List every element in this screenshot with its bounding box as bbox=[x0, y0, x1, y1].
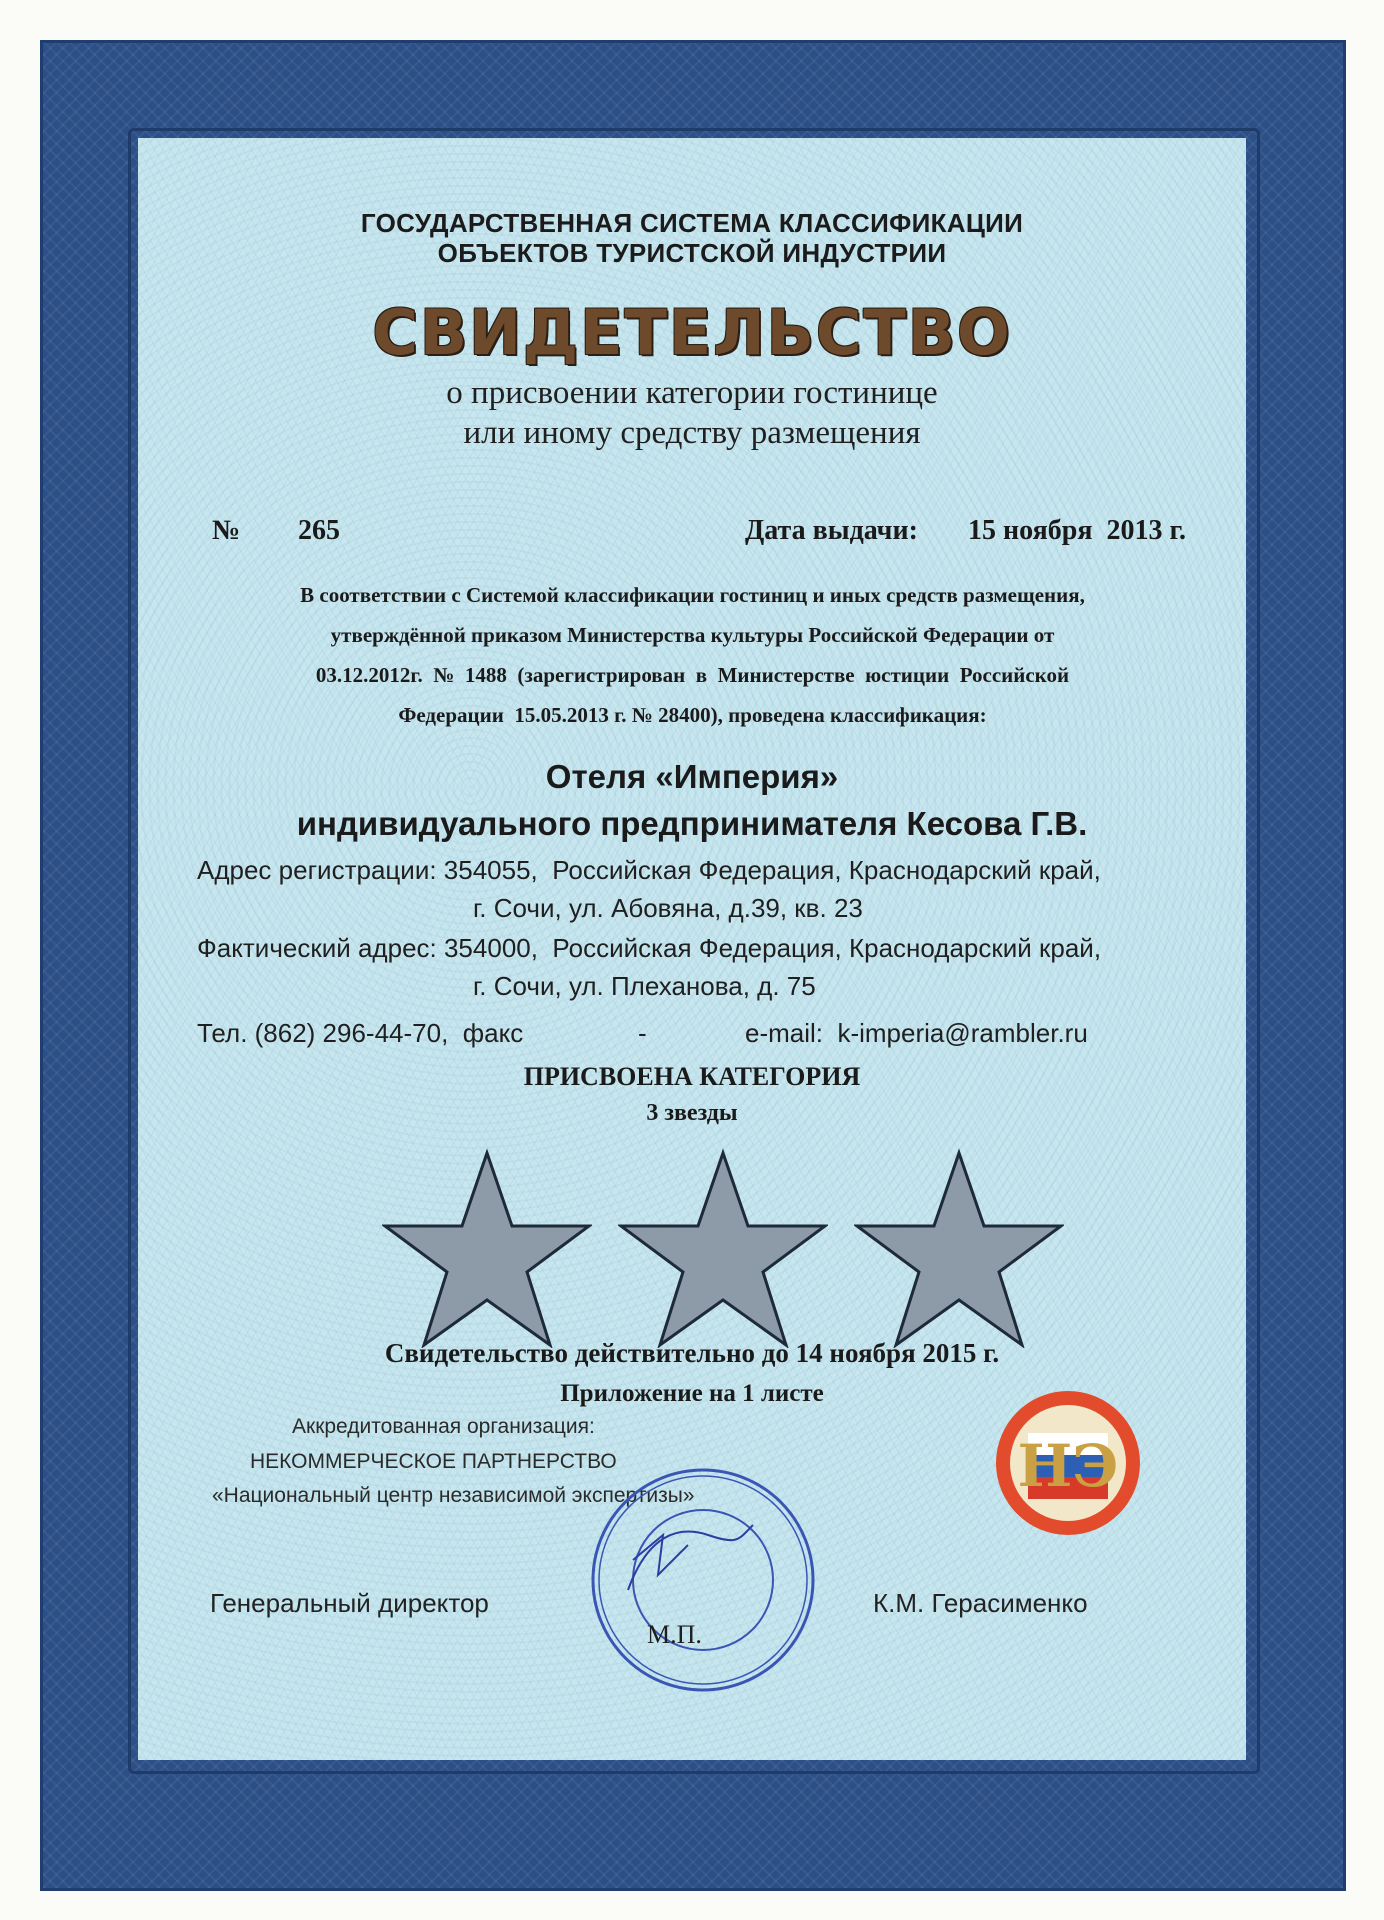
organization-type: НЕКОММЕРЧЕСКОЕ ПАРТНЕРСТВО bbox=[250, 1450, 617, 1473]
organization-label: Аккредитованная организация: bbox=[292, 1415, 595, 1438]
star-icon bbox=[618, 1148, 828, 1348]
subtitle-line2: или иному средству размещения bbox=[463, 415, 921, 451]
basis-line1: В соответствии с Системой классификации гостиниц и иных средств размещения, bbox=[300, 583, 1085, 607]
actual-address-city: г. Сочи, ул. Плеханова, д. 75 bbox=[473, 971, 816, 1001]
subtitle-line1: о присвоении категории гостинице bbox=[446, 375, 938, 411]
signatory-position: Генеральный директор bbox=[210, 1588, 489, 1618]
certificate-number: 265 bbox=[298, 515, 340, 546]
phone-fax: Тел. (862) 296-44-70, факс bbox=[197, 1018, 524, 1048]
seal-label: М.П. bbox=[647, 1620, 702, 1649]
appendix-text: Приложение на 1 листе bbox=[560, 1380, 824, 1407]
star-icon bbox=[854, 1148, 1064, 1348]
hotel-owner: индивидуального предпринимателя Кесова Г.В. bbox=[296, 805, 1088, 842]
star-icon bbox=[382, 1148, 592, 1348]
official-stamp bbox=[588, 1465, 818, 1695]
number-label: № bbox=[212, 515, 241, 546]
organization-name: «Национальный центр независимой экспертизы» bbox=[212, 1484, 695, 1507]
category-value: 3 звезды bbox=[646, 1100, 738, 1126]
signatory-name: К.М. Герасименко bbox=[873, 1588, 1088, 1618]
category-heading: ПРИСВОЕНА КАТЕГОРИЯ bbox=[523, 1062, 861, 1091]
organization-logo bbox=[993, 1388, 1143, 1538]
basis-line2: утверждённой приказом Министерства культуры Российской Федерации от bbox=[330, 623, 1055, 647]
basis-line3: 03.12.2012г. № 1488 (зарегистрирован в Министерстве юстиции Российской bbox=[315, 663, 1070, 687]
certificate-title: СВИДЕТЕЛЬСТВО bbox=[372, 296, 1012, 369]
issue-date: 15 ноября 2013 г. bbox=[968, 515, 1187, 546]
email: e-mail: k-imperia@rambler.ru bbox=[745, 1018, 1088, 1048]
validity-text: Свидетельство действительно до 14 ноября 2015 г. bbox=[384, 1338, 1000, 1368]
fax-value: - bbox=[638, 1018, 647, 1048]
hotel-name: Отеля «Империя» bbox=[545, 758, 839, 795]
svg-text:НЭ: НЭ bbox=[1017, 1432, 1119, 1500]
registration-address-city: г. Сочи, ул. Абовяна, д.39, кв. 23 bbox=[473, 893, 863, 923]
basis-line4: Федерации 15.05.2013 г. № 28400), проведена классификация: bbox=[398, 703, 987, 727]
header-line2: ОБЪЕКТОВ ТУРИСТСКОЙ ИНДУСТРИИ bbox=[437, 238, 947, 268]
stars-row bbox=[138, 1148, 1246, 1348]
registration-address: Адрес регистрации: 354055, Российская Федерация, Краснодарский край, bbox=[197, 855, 1101, 885]
issue-date-label: Дата выдачи: bbox=[745, 515, 918, 546]
actual-address: Фактический адрес: 354000, Российская Федерация, Краснодарский край, bbox=[197, 933, 1102, 963]
header-line1: ГОСУДАРСТВЕННАЯ СИСТЕМА КЛАССИФИКАЦИИ bbox=[360, 208, 1024, 238]
